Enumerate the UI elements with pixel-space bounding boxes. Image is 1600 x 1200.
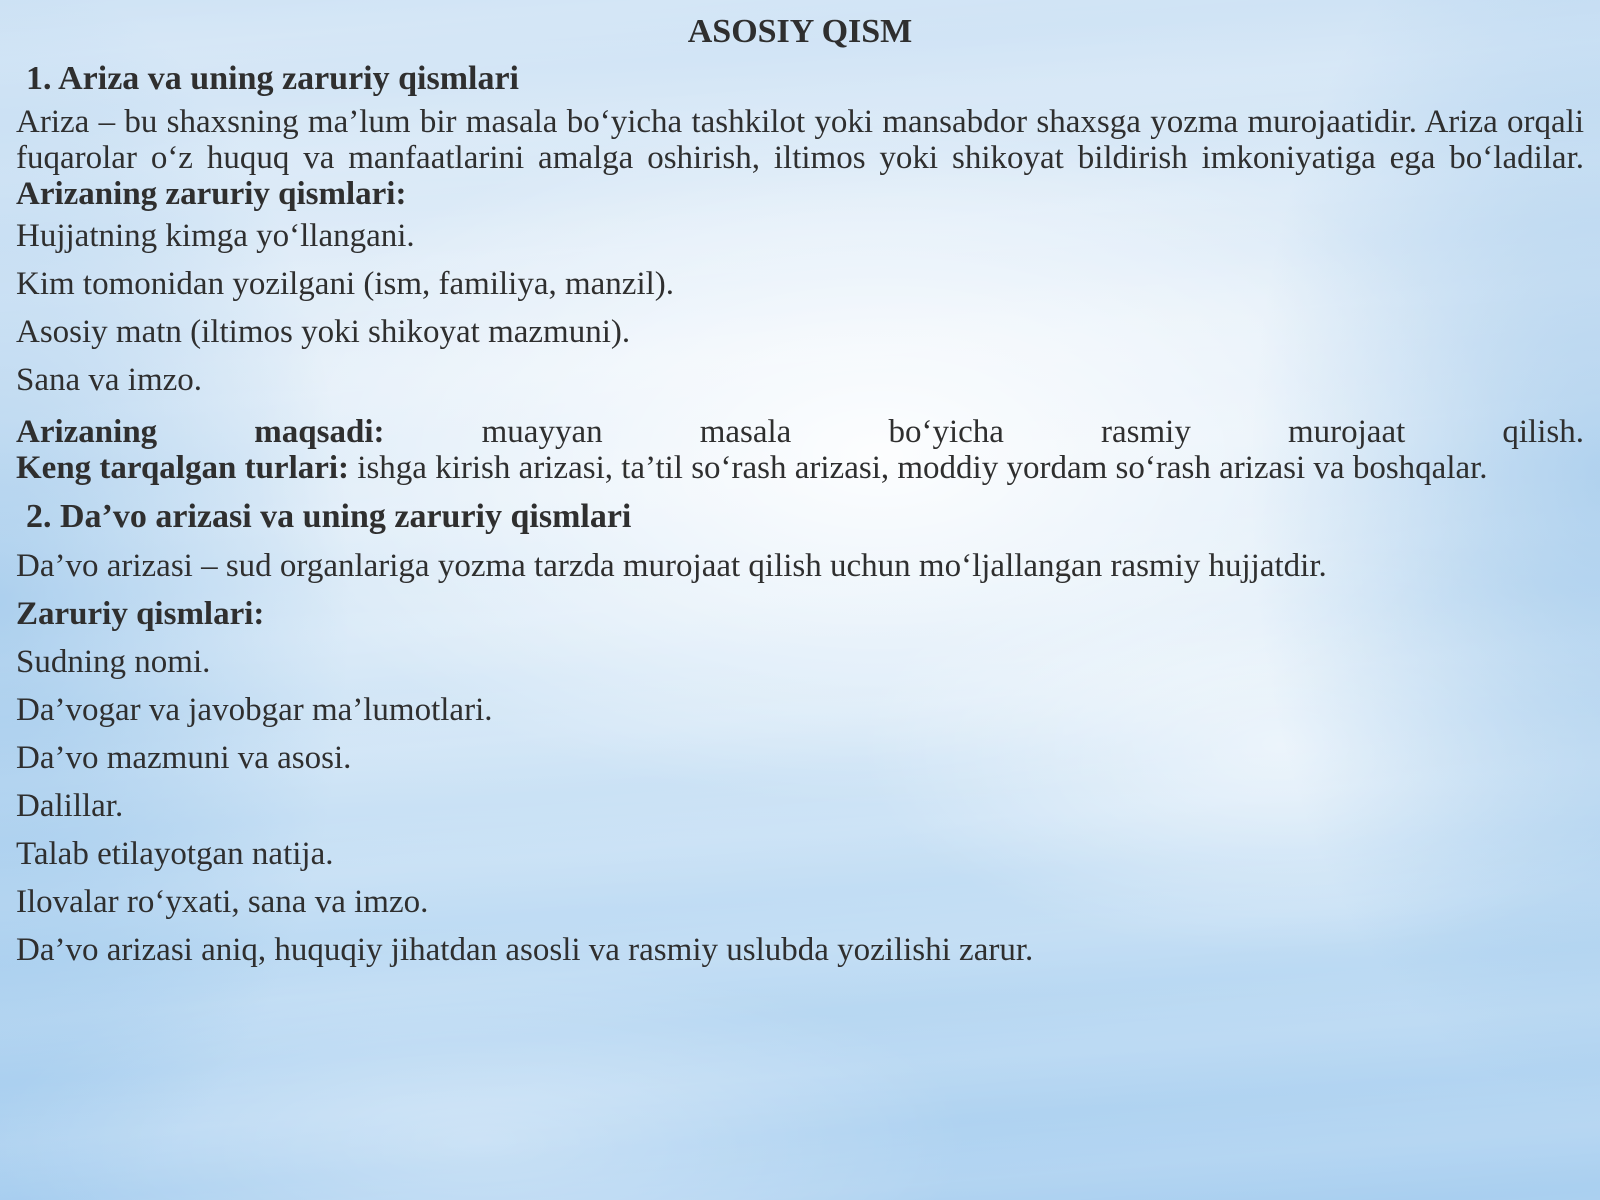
list-item: Dalillar.: [16, 788, 124, 824]
list-item: Talab etilayotgan natija.: [16, 836, 334, 872]
types-label: Keng tarqalgan turlari:: [16, 450, 350, 486]
list-item: Asosiy matn (iltimos yoki shikoyat mazmuni).: [16, 314, 631, 350]
list-item: Da’vogar va javobgar ma’lumotlari.: [16, 692, 493, 728]
ariza-types: [16, 450, 1584, 486]
purpose-text: muayyan masala bo‘yicha rasmiy murojaat qilish.: [384, 414, 1584, 450]
list-item: Kim tomonidan yozilgani (ism, familiya, manzil).: [16, 266, 675, 302]
list-item: Da’vo mazmuni va asosi.: [16, 740, 352, 776]
section-davo: [16, 496, 1584, 974]
section-heading: 1. Ariza va uning zaruriy qismlari: [26, 60, 519, 97]
list-item: Da’vo arizasi aniq, huquqiy jihatdan asosli va rasmiy uslubda yozilishi zarur.: [16, 932, 1034, 968]
list-item: Ilovalar ro‘yxati, sana va imzo.: [16, 884, 429, 920]
davo-parts-label: Zaruriy qismlari:: [16, 596, 265, 632]
list-item: Sana va imzo.: [16, 362, 203, 398]
ariza-parts-label: Arizaning zaruriy qismlari:: [16, 176, 407, 212]
list-item: Hujjatning kimga yo‘llangani.: [16, 218, 415, 254]
section-ariza: [16, 58, 1584, 486]
page-title: ASOSIY QISM: [687, 13, 913, 50]
section-heading: 2. Da’vo arizasi va uning zaruriy qismlari: [26, 498, 632, 535]
ariza-definition: Ariza – bu shaxsning ma’lum bir masala bo‘yicha tashkilot yoki mansabdor shaxsga yozma murojaatidir. Ariza orqali fuqarolar o‘z huquq va manfaatlarini amalga oshirish, iltimos yoki shikoyat bildirish imkoniyatiga ega bo‘ladilar.: [16, 104, 1584, 176]
purpose-label: Arizaning maqsadi:: [16, 414, 385, 450]
davo-definition: Da’vo arizasi – sud organlariga yozma tarzda murojaat qilish uchun mo‘ljallangan rasmiy hujjatdir.: [16, 548, 1327, 584]
types-text: ishga kirish arizasi, ta’til so‘rash arizasi, moddiy yordam so‘rash arizasi va boshqalar.: [349, 450, 1488, 486]
list-item: Sudning nomi.: [16, 644, 211, 680]
ariza-purpose: [16, 414, 1584, 450]
